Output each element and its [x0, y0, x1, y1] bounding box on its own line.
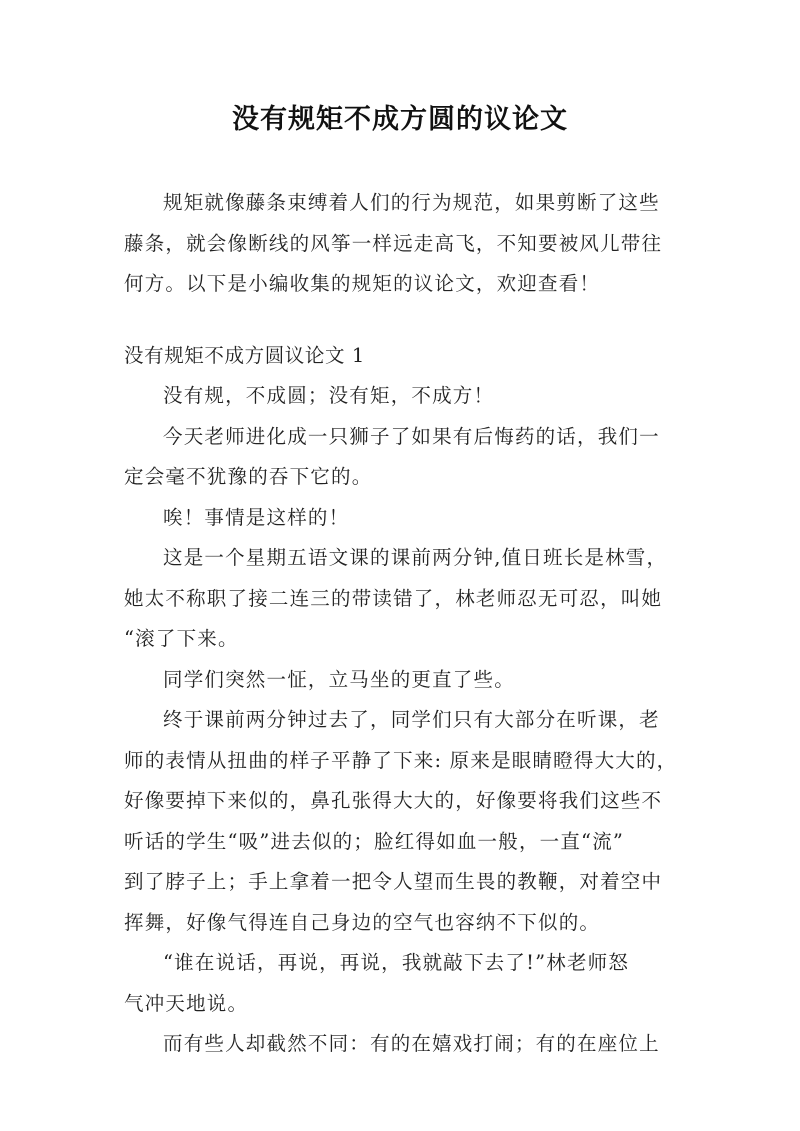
- intro-paragraph: [124, 183, 680, 305]
- paragraph: [124, 700, 680, 943]
- paragraph: [124, 376, 680, 417]
- paragraph: [124, 498, 680, 539]
- document-title: 没有规矩不成方圆的议论文: [232, 104, 568, 135]
- paragraph-line: 到了脖子上；手上拿着一把令人望而生畏的教鞭，对着空中: [124, 870, 663, 893]
- paragraph: [124, 417, 680, 498]
- paragraph-line: 终于课前两分钟过去了，同学们只有大部分在听课，老: [163, 708, 660, 731]
- paragraph-line: 没有规，不成圆；没有矩，不成方！: [163, 384, 495, 407]
- paragraph-line: 唉！事情是这样的！: [163, 505, 350, 529]
- intro-line: 何方。以下是小编收集的规矩的议论文，欢迎查看！: [124, 272, 601, 295]
- paragraph-line: 听话的学生“吸”进去似的；脸红得如血一般，一直“流”: [124, 829, 625, 853]
- paragraph-line: “谁在说话，再说，再说，我就敲下去了!”林老师怒: [163, 951, 630, 974]
- section-heading: 没有规矩不成方圆议论文 1: [124, 343, 365, 367]
- paragraph-line: 好像要掉下来似的，鼻孔张得大大的，好像要将我们这些不: [124, 789, 663, 812]
- paragraph-line: 同学们突然一怔，立马坐的更直了些。: [163, 667, 515, 691]
- paragraph-line: 这是一个星期五语文课的课前两分钟,值日班长是林雪，: [163, 546, 668, 569]
- paragraph: [124, 660, 680, 701]
- paragraph: [124, 1024, 680, 1065]
- document-body: [124, 183, 680, 1065]
- paragraph-line: “滚了下来。: [124, 627, 239, 650]
- paragraph: [124, 943, 680, 1024]
- paragraph-line: 而有些人却截然不同：有的在嬉戏打闹；有的在座位上: [163, 1032, 660, 1055]
- paragraph-line: 她太不称职了接二连三的带读错了，林老师忍无可忍，叫她: [124, 586, 663, 610]
- paragraph-line: 定会毫不犹豫的吞下它的。: [124, 465, 373, 488]
- paragraph-line: 师的表情从扭曲的样子平静了下来: 原来是眼睛瞪得大大的，: [124, 748, 678, 772]
- paragraph-line: 挥舞，好像气得连自己身边的空气也容纳不下似的。: [124, 910, 601, 934]
- paragraph: [124, 538, 680, 660]
- paragraph-line: 今天老师进化成一只狮子了如果有后悔药的话，我们一: [163, 424, 660, 448]
- intro-line: 藤条，就会像断线的风筝一样远走高飞，不知要被风儿带往: [124, 231, 663, 255]
- intro-line: 规矩就像藤条束缚着人们的行为规范，如果剪断了这些: [163, 191, 660, 214]
- paragraph-line: 气冲天地说。: [124, 991, 249, 1015]
